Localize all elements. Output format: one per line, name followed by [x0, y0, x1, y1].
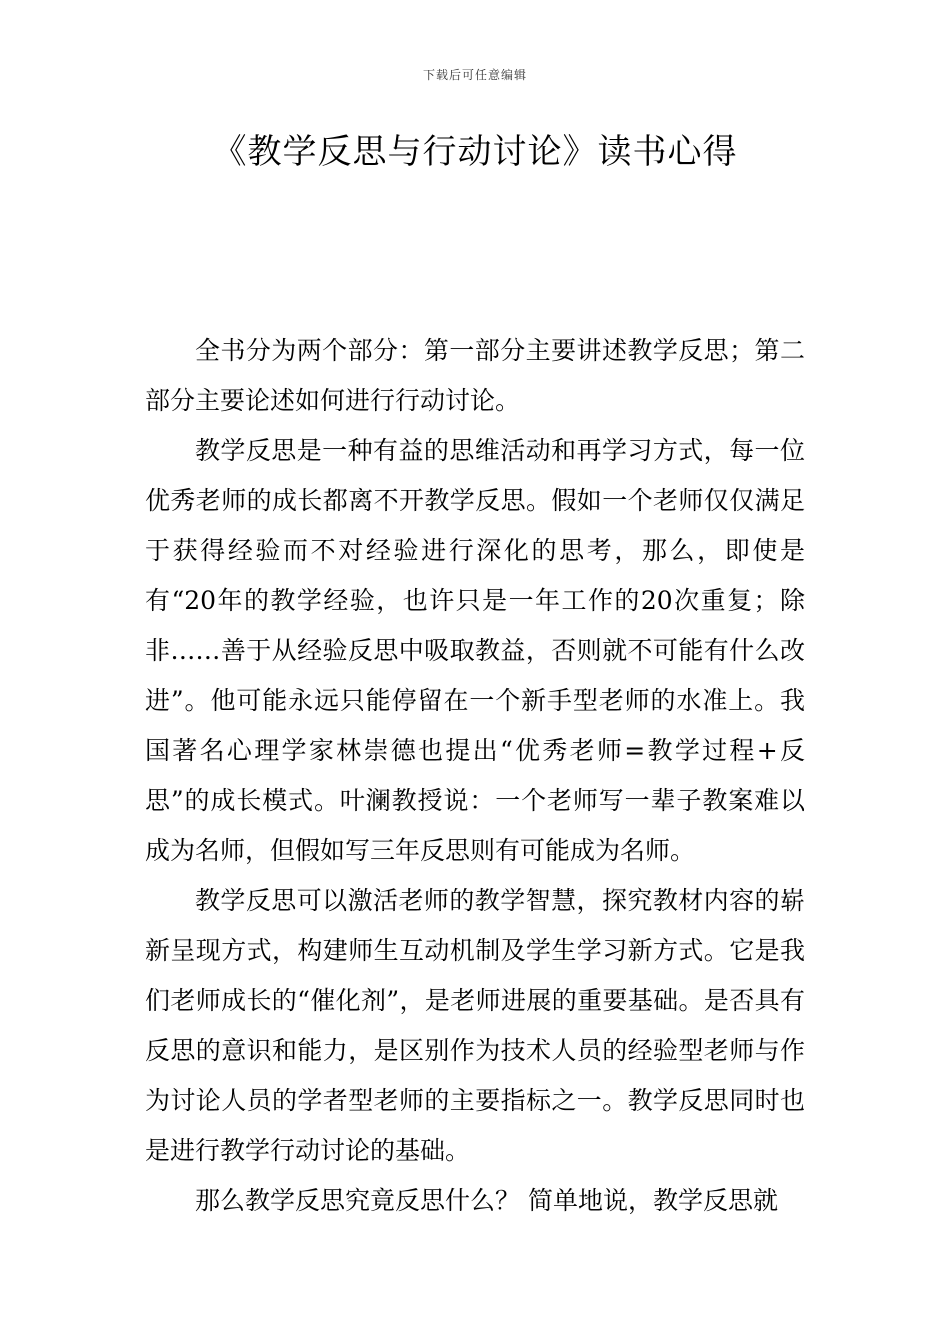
document-title: 《教学反思与行动讨论》读书心得 — [212, 132, 738, 172]
document-body — [145, 326, 805, 1226]
paragraph-2: 教学反思是一种有益的思维活动和再学习方式，每一位优秀老师的成长都离不开教学反思。假如一个老师仅仅满足于获得经验而不对经验进行深化的思考，那么，即使是有“20年的教学经验，也许只是一年工作的20次重复；除非……善于从经验反思中吸取教益，否则就不可能有什么改进”。他可能永远只能停留在一个新手型老师的水准上。我国著名心理学家林崇德也提出“优秀老师=教学过程+反思”的成长模式。叶澜教授说：一个老师写一辈子教案难以成为名师，但假如写三年反思则有可能成为名师。 — [145, 436, 805, 865]
paragraph-3: 教学反思可以激活老师的教学智慧，探究教材内容的崭新呈现方式，构建师生互动机制及学生学习新方式。它是我们老师成长的“催化剂”，是老师进展的重要基础。是否具有反思的意识和能力，是区别作为技术人员的经验型老师与作为讨论人员的学者型老师的主要指标之一。教学反思同时也是进行教学行动讨论的基础。 — [145, 886, 805, 1165]
paragraph-1: 全书分为两个部分：第一部分主要讲述教学反思；第二部分主要论述如何进行行动讨论。 — [145, 336, 805, 415]
header-note: 下载后可任意编辑 — [422, 68, 527, 82]
paragraph-4: 那么教学反思究竟反思什么？ 简单地说，教学反思就 — [195, 1186, 778, 1215]
